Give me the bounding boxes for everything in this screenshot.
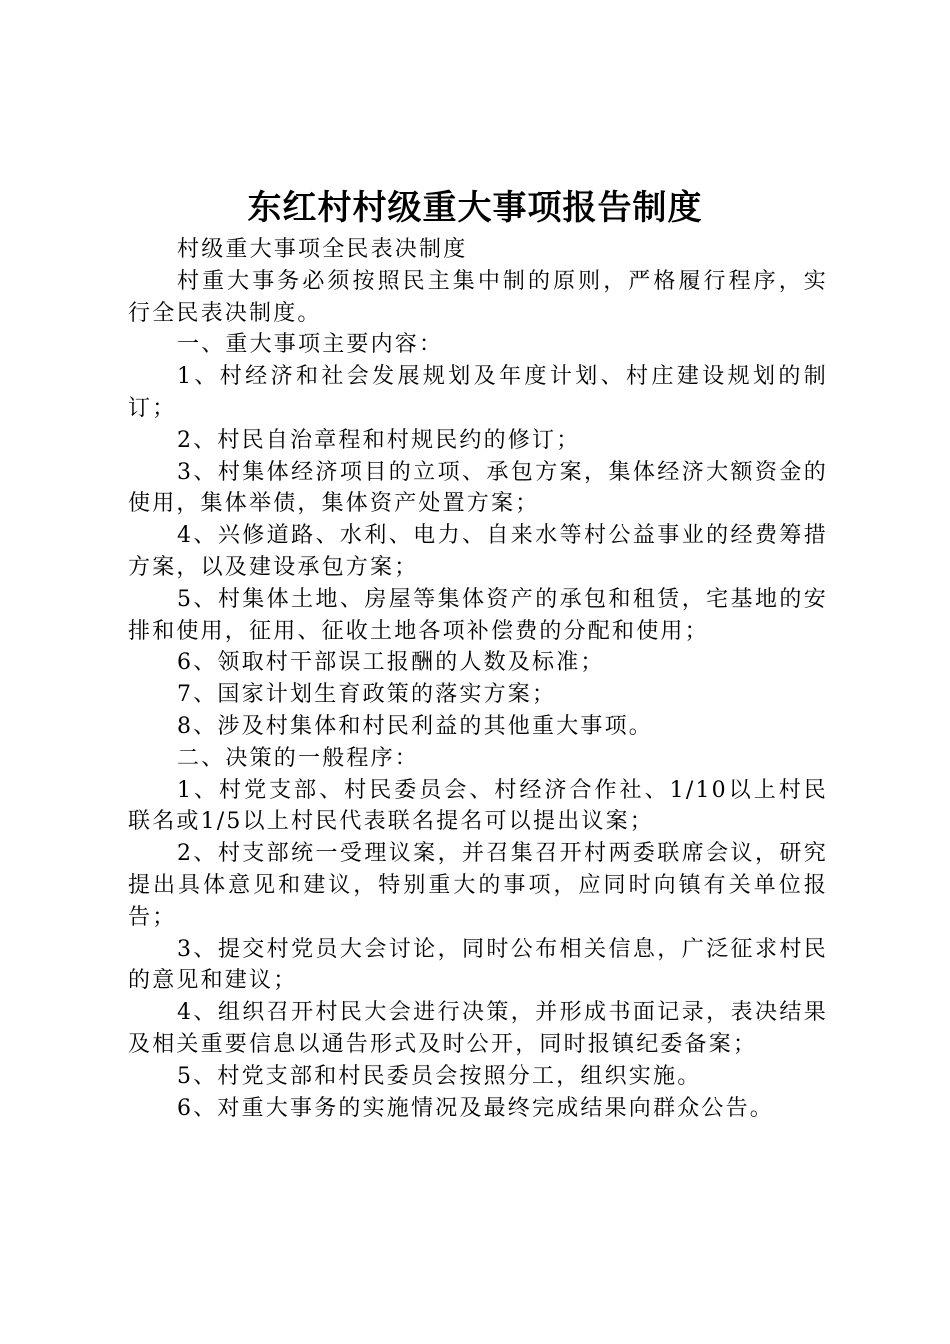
section-heading-procedure: 二、决策的一般程序：	[177, 745, 420, 771]
document-body	[128, 234, 828, 1124]
list-item: 4、兴修道路、水利、电力、自来水等村公益事业的经费筹措方案，以及建设承包方案；	[128, 523, 828, 580]
document-title: 东红村村级重大事项报告制度	[247, 188, 703, 228]
list-item: 3、村集体经济项目的立项、承包方案，集体经济大额资金的使用，集体举债，集体资产处置方案；	[128, 459, 828, 517]
list-item: 2、村民自治章程和村规民约的修订；	[177, 427, 581, 453]
list-item: 5、村集体土地、房屋等集体资产的承包和租赁，宅基地的安排和使用，征用、征收土地各项补偿费的分配和使用；	[128, 586, 828, 644]
list-item: 7、国家计划生育政策的落实方案；	[177, 682, 557, 708]
list-item: 1、村党支部、村民委员会、村经济合作社、1/10以上村民联名或1/5以上村民代表联名提名可以提出议案；	[128, 777, 828, 835]
paragraph-subtitle: 村级重大事项全民表决制度	[177, 237, 468, 262]
section-heading-main-content: 一、重大事项主要内容：	[177, 332, 444, 358]
list-item: 8、涉及村集体和村民利益的其他重大事项。	[177, 713, 653, 739]
list-item: 6、领取村干部误工报酬的人数及标准；	[177, 650, 605, 676]
list-item: 5、村党支部和村民委员会按照分工，组织实施。	[177, 1063, 702, 1089]
list-item: 4、组织召开村民大会进行决策，并形成书面记录，表决结果及相关重要信息以通告形式及时公开，同时报镇纪委备案；	[128, 1000, 828, 1057]
list-item: 6、对重大事务的实施情况及最终完成结果向群众公告。	[177, 1095, 774, 1121]
paragraph-intro: 村重大事务必须按照民主集中制的原则，严格履行程序，实行全民表决制度。	[128, 268, 828, 326]
list-item: 1、村经济和社会发展规划及年度计划、村庄建设规划的制订；	[128, 364, 828, 421]
list-item: 2、村支部统一受理议案，并召集召开村两委联席会议，研究提出具体意见和建议，特别重大的事项，应同时向镇有关单位报告；	[128, 841, 828, 930]
list-item: 3、提交村党员大会讨论，同时公布相关信息，广泛征求村民的意见和建议；	[128, 936, 828, 994]
